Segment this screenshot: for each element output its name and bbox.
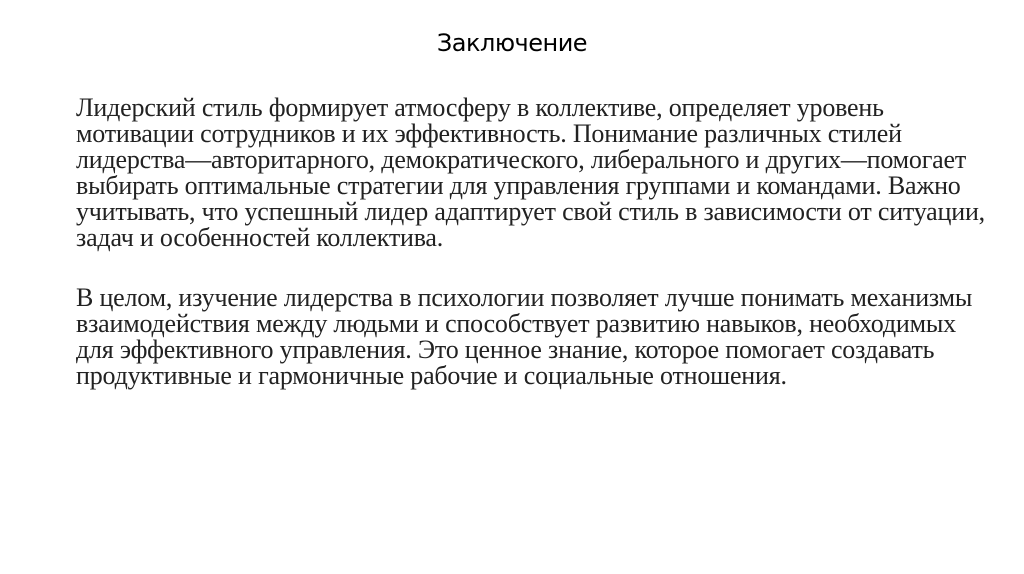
paragraph-conclusion: В целом, изучение лидерства в психологии позволяет лучше понимать механизмы взаимодействия между людьми и способствует развитию навыков, необходимых для эффективного управления. Это ценное знание, которое помогает создавать продуктивные и гармоничные рабочие и социальные отношения. <box>76 283 973 390</box>
slide-title: Заключение <box>436 29 588 57</box>
paragraph-leadership-style: Лидерский стиль формирует атмосферу в коллективе, определяет уровень мотивации сотрудников и их эффективность. Понимание различных стилей лидерства—авторитарного, демократического, либерального и других—помогает выбирать оптимальные стратегии для управления группами и командами. Важно учитывать, что успешный лидер адаптирует свой стиль в зависимости от ситуации, задач и особенностей коллектива. <box>76 93 985 252</box>
slide-body <box>76 95 996 389</box>
